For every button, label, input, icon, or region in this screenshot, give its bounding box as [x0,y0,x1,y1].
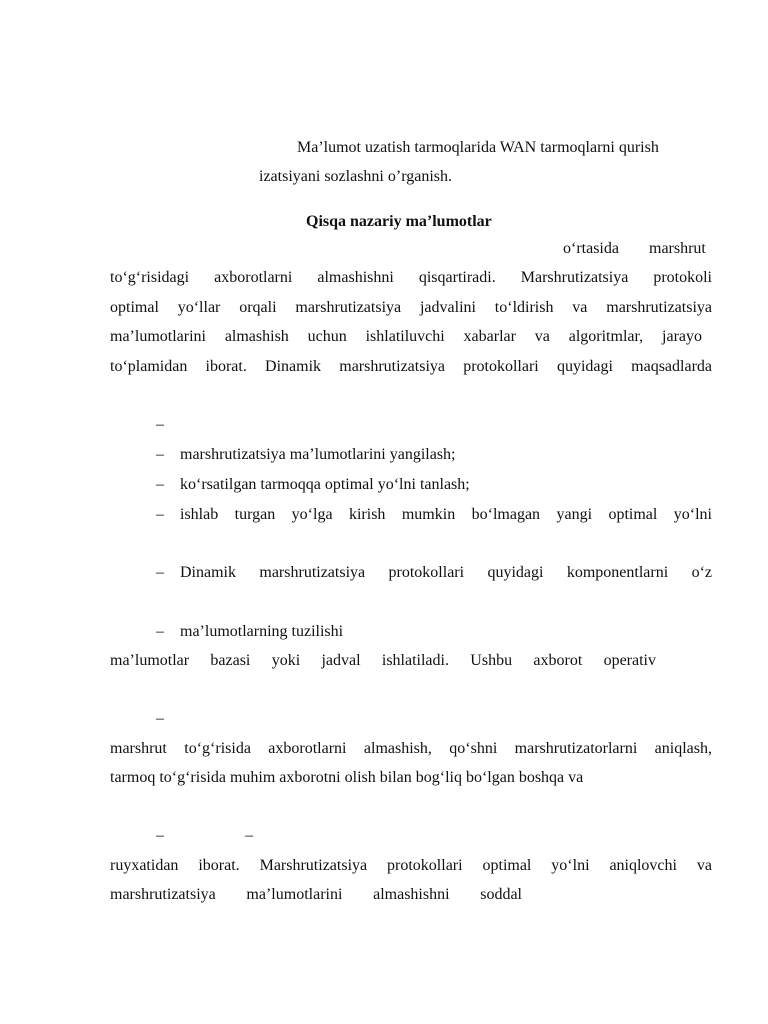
para1-line3: optimal yo‘llar orqali marshrutizatsiya jadvalini to‘ldirish va marshrutizatsiya [110,299,712,316]
list-item [156,622,343,642]
list-item-text: ma’lumotlarning tuzilishi [180,623,344,640]
list-dash: – [156,564,164,581]
section-heading: Qisqa nazariy ma’lumotlar [306,213,492,230]
list-dash: – [156,416,164,433]
para3-line1: ruyxatidan iborat. Marshrutizatsiya protokollari optimal yo‘lni aniqlovchi va [110,857,712,874]
list-item [156,445,455,465]
para3-line2: marshrutizatsiya ma’lumotlarini almashishni soddal [110,886,522,903]
para2-line1: marshrut to‘g‘risida axborotlarni almashish, qo‘shni marshrutizatorlarni aniqlash, [110,740,712,757]
list-item-text: Dinamik marshrutizatsiya protokollari quyidagi komponentlarni o‘z [180,564,712,581]
title-line-1: Ma’lumot uzatish tarmoqlarida WAN tarmoqlarni qurish [297,139,659,156]
para1-line1-word2: marshrut [649,240,706,257]
title-line-2: izatsiyani sozlashni o’rganish. [259,168,452,185]
list-item [156,505,712,525]
list-item [156,563,712,583]
list-dash: – [156,476,164,493]
para1-line1-word1: o‘rtasida [563,240,619,257]
line-after-list-item: ma’lumotlar bazasi yoki jadval ishlatiladi. Ushbu axborot operativ [110,652,656,669]
list-item [156,475,470,495]
list-dash: – [245,827,253,844]
list-item-text: ko‘rsatilgan tarmoqqa optimal yo‘lni tanlash; [180,476,470,493]
list-item-text: ishlab turgan yo‘lga kirish mumkin bo‘lmagan yangi optimal yo‘lni [180,506,712,523]
list-dash: – [156,827,164,844]
para2-line2: tarmoq to‘g‘risida muhim axborotni olish bilan bog‘liq bo‘lgan boshqa va [110,769,584,786]
list-dash: – [156,446,164,463]
list-item-text: marshrutizatsiya ma’lumotlarini yangilash; [180,446,456,463]
list-dash: – [156,506,164,523]
para1-line5: to‘plamidan iborat. Dinamik marshrutizatsiya protokollari quyidagi maqsadlarda [110,358,712,375]
para1-line4: ma’lumotlarini almashish uchun ishlatiluvchi xabarlar va algoritmlar, jarayo [110,328,702,345]
para1-line2: to‘g‘risidagi axborotlarni almashishni qisqartiradi. Marshrutizatsiya protokoli [110,269,712,286]
list-dash: – [156,623,164,640]
list-dash: – [156,710,164,727]
